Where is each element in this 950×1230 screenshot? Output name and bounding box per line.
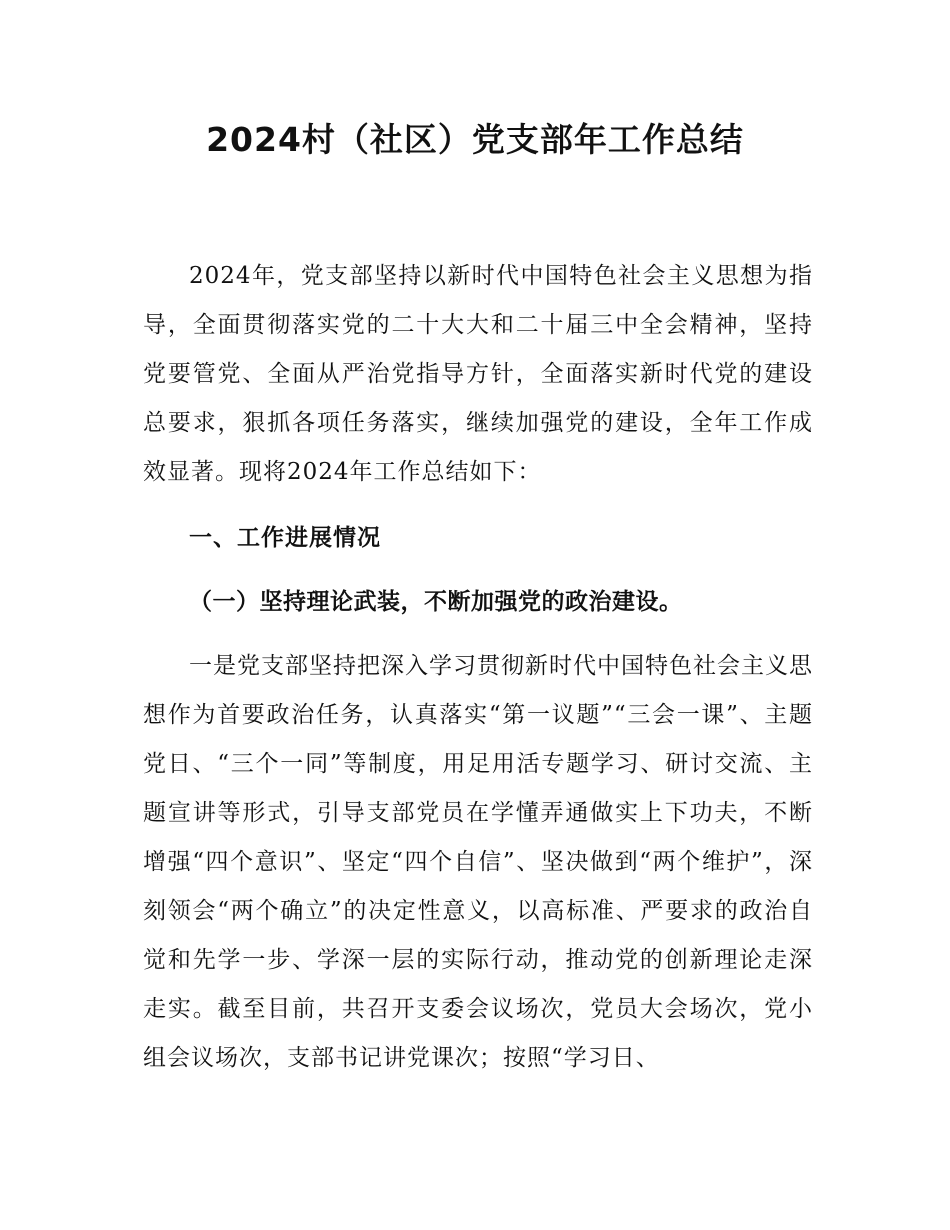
subsection-body-paragraph: 一是党支部坚持把深入学习贯彻新时代中国特色社会主义思想作为首要政治任务，认真落实“第一议题”“三会一课”、主题党日、“三个一同”等制度，用足用活专题学习、研讨交流、主题宣讲等形式，引导支部党员在学懂弄通做实上下功夫，不断增强“四个意识”、坚定“四个自信”、坚决做到“两个维护”，深刻领会“两个确立”的决定性意义，以高标准、严要求的政治自觉和先学一步、学深一层的实际行动，推动党的创新理论走深走实。截至目前，共召开支委会议场次，党员大会场次，党小组会议场次，支部书记讲党课次；按照“学习日、 (143, 653, 813, 1071)
intro-paragraph: 2024年，党支部坚持以新时代中国特色社会主义思想为指导，全面贯彻落实党的二十大大和二十届三中全会精神，坚持党要管党、全面从严治党指导方针，全面落实新时代党的建设总要求，狠抓各项任务落实，继续加强党的建设，全年工作成效显著。现将2024年工作总结如下： (143, 263, 813, 485)
section-heading-work-progress: 一、工作进展情况 (189, 525, 381, 551)
subsection-heading-theory: （一）坚持理论武装，不断加强党的政治建设。 (189, 589, 683, 615)
document-title: 2024村（社区）党支部年工作总结 (206, 120, 744, 159)
